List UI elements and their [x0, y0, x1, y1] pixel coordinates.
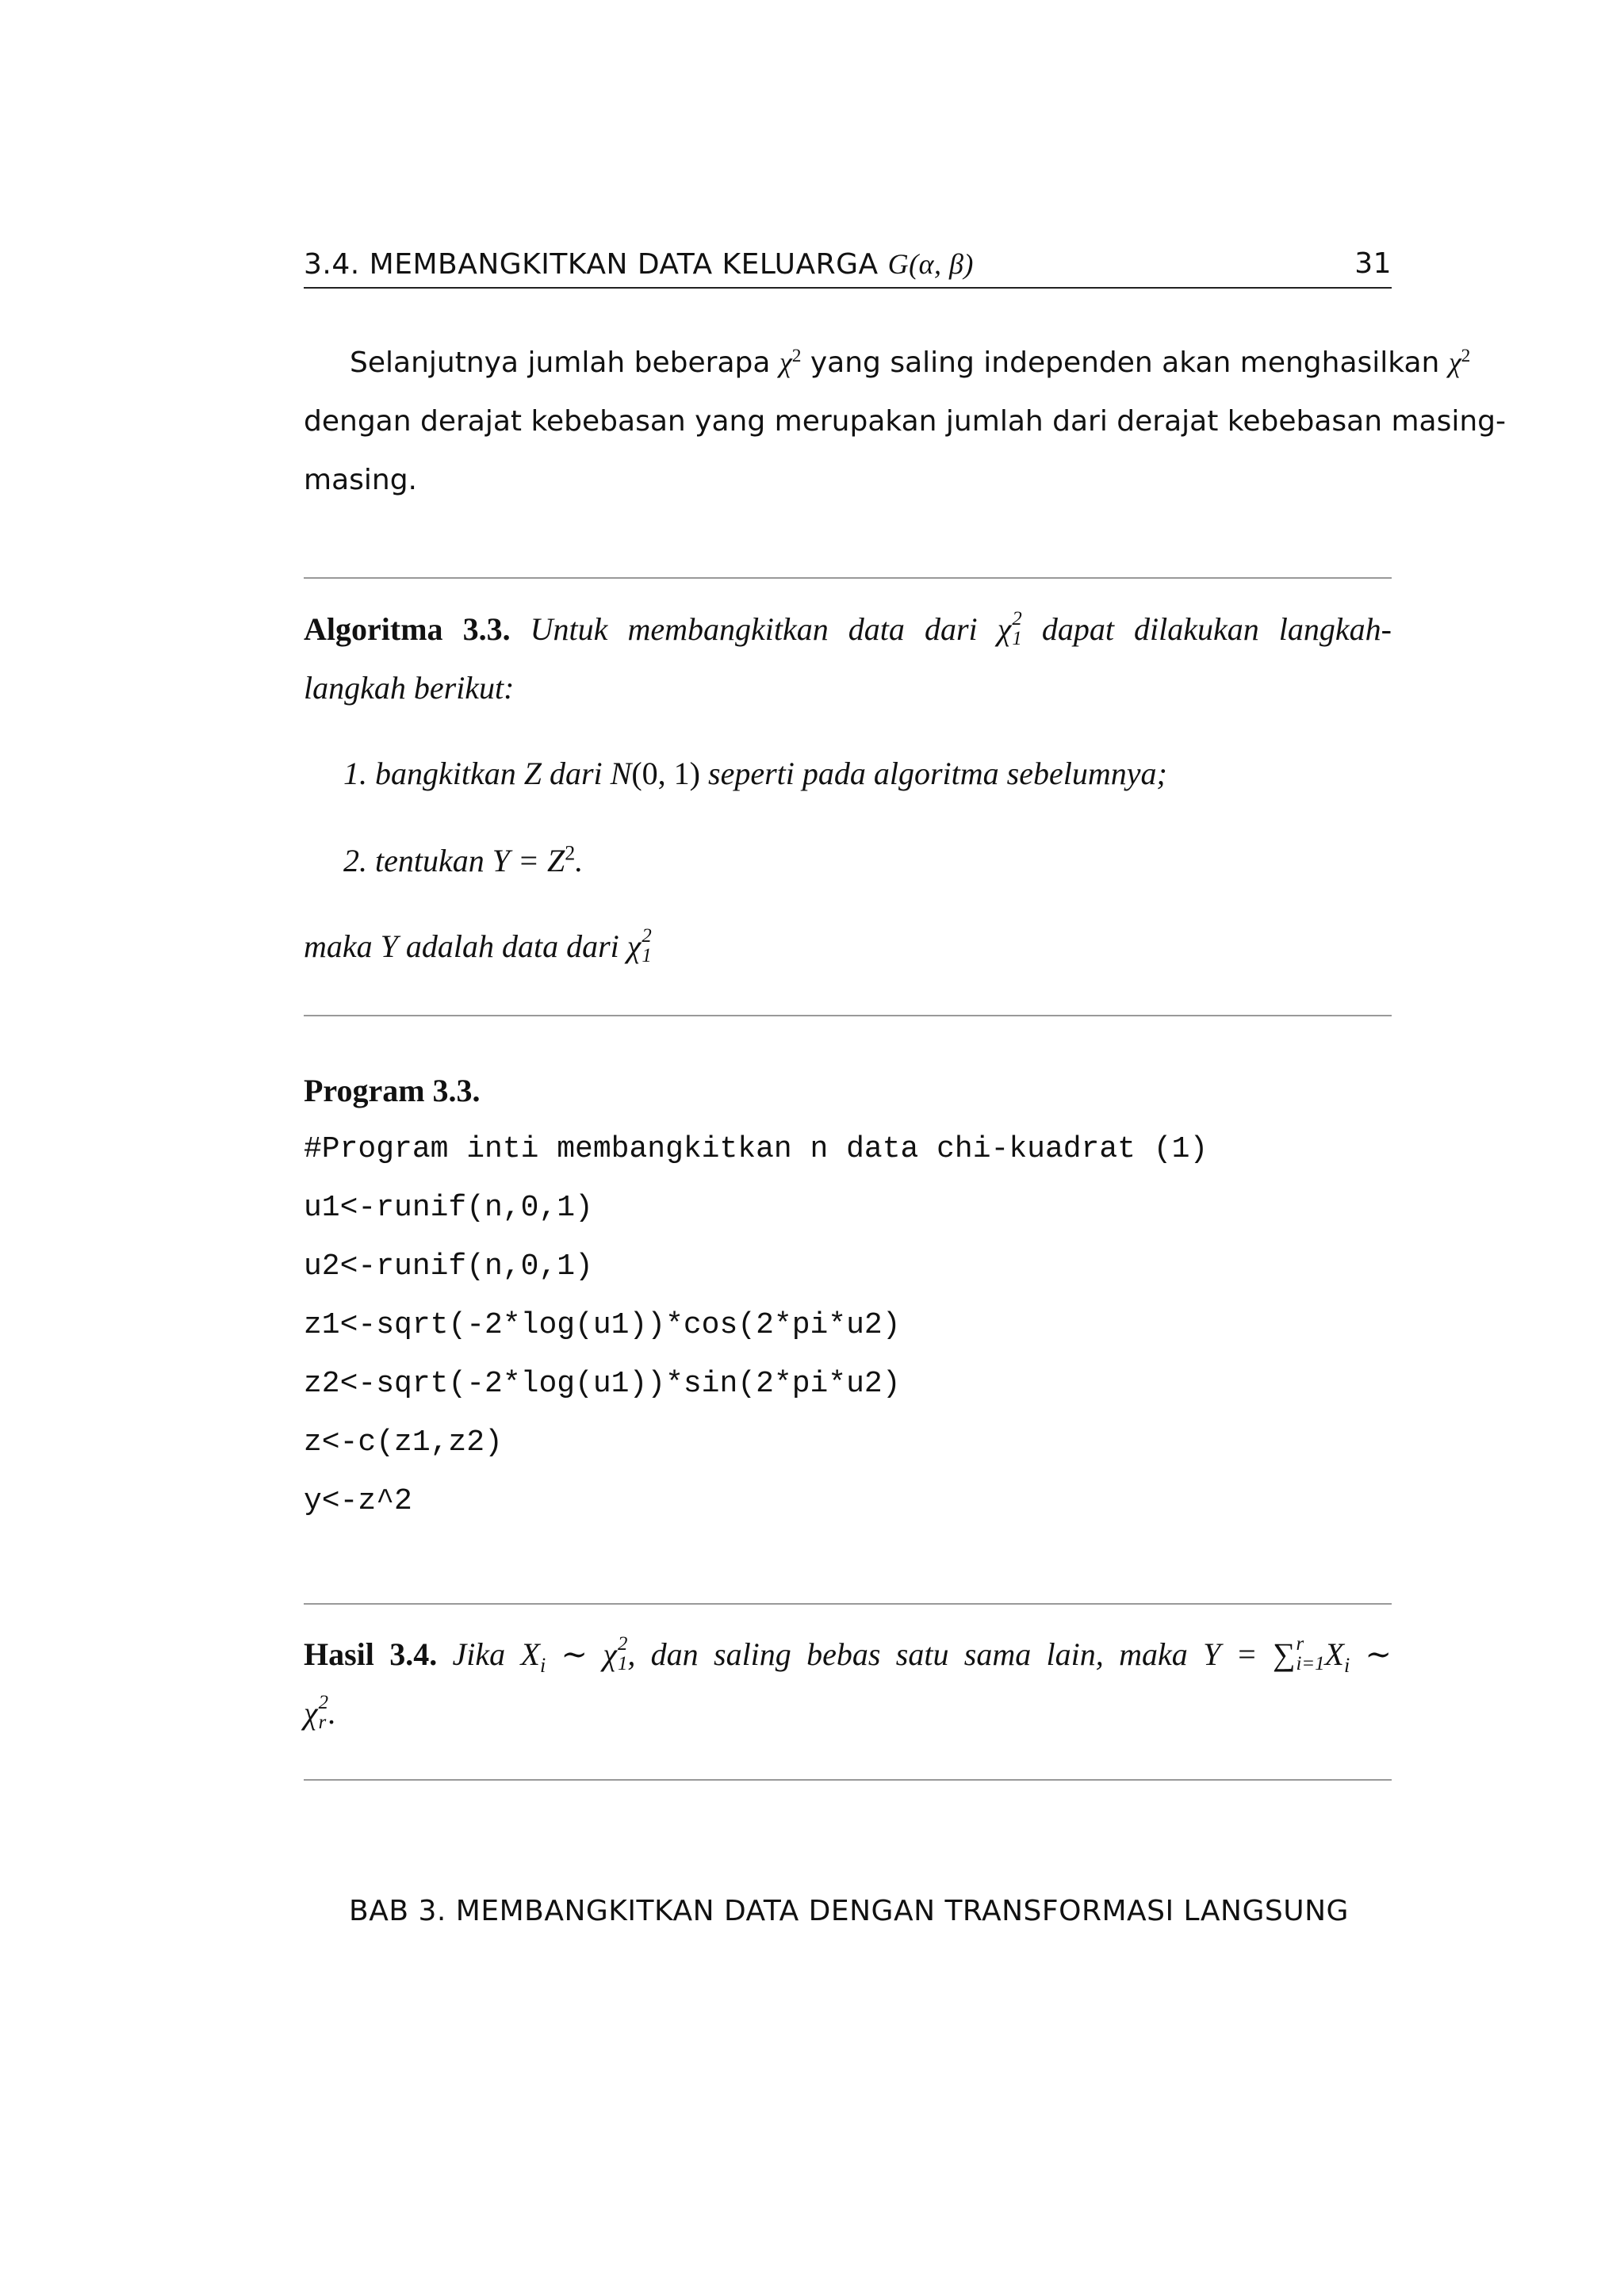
result-label: Hasil 3.4. [304, 1636, 438, 1672]
result-line-1: Hasil 3.4. Jika $X_i$ ∼ χ 2 1 , dan saling bebas satu sama lain, maka Y = ∑ r i=1 $X_i$ ∼ [304, 1633, 1392, 1677]
code-line-7: y<-z^2 [304, 1484, 412, 1518]
header-rule [304, 287, 1392, 289]
result-bottom-rule [304, 1779, 1392, 1781]
result-line-2: χ 2 r . [304, 1692, 337, 1733]
intro-line-2: dengan derajat kebebasan yang merupakan jumlah dari derajat kebebasan masing- [304, 405, 1507, 438]
algorithm-bottom-rule [304, 1015, 1392, 1016]
algorithm-step-2: 2. tentukan $Y = Z^2$. [343, 841, 584, 878]
algorithm-top-rule [304, 577, 1392, 579]
section-title: 3.4. MEMBANGKITKAN DATA KELUARGA [304, 248, 888, 281]
algorithm-step-1: 1. bangkitkan Z dari N(0, 1) seperti pada algoritma sebelumnya; [343, 756, 1167, 791]
page-number: 31 [1354, 247, 1392, 280]
result-top-rule [304, 1603, 1392, 1605]
code-line-2: u1<-runif(n,0,1) [304, 1191, 593, 1225]
algorithm-label: Algoritma 3.3. [304, 611, 511, 647]
algorithm-conclusion: maka Y adalah data dari χ 2 1 [304, 925, 652, 966]
code-line-5: z2<-sqrt(-2*log(u1))*sin(2*pi*u2) [304, 1367, 901, 1401]
result-block [304, 1625, 1392, 1743]
code-line-3: u2<-runif(n,0,1) [304, 1249, 593, 1284]
intro-paragraph [304, 333, 1507, 510]
intro-line-3: masing. [304, 464, 417, 496]
running-footer: BAB 3. MEMBANGKITKAN DATA DENGAN TRANSFORMASI LANGSUNG [349, 1895, 1349, 1927]
section-title-math: G(α, β) [887, 248, 974, 280]
code-line-1: #Program inti membangkitkan n data chi-kuadrat (1) [304, 1132, 1208, 1166]
algorithm-statement-line-1: Algoritma 3.3. Untuk membangkitkan data dari χ 2 1 dapat dilakukan langkah- [304, 608, 1392, 649]
code-line-4: z1<-sqrt(-2*log(u1))*cos(2*pi*u2) [304, 1308, 901, 1342]
code-line-6: z<-c(z1,z2) [304, 1425, 503, 1460]
running-header [304, 247, 1392, 287]
program-title: Program 3.3. [304, 1073, 481, 1108]
intro-line-1: Selanjutnya jumlah beberapa $\chi^2$ yang saling independen akan menghasilkan $\chi^2$ [350, 346, 1471, 379]
algorithm-block [304, 600, 1392, 718]
algorithm-statement-line-2: langkah berikut: [304, 670, 515, 706]
